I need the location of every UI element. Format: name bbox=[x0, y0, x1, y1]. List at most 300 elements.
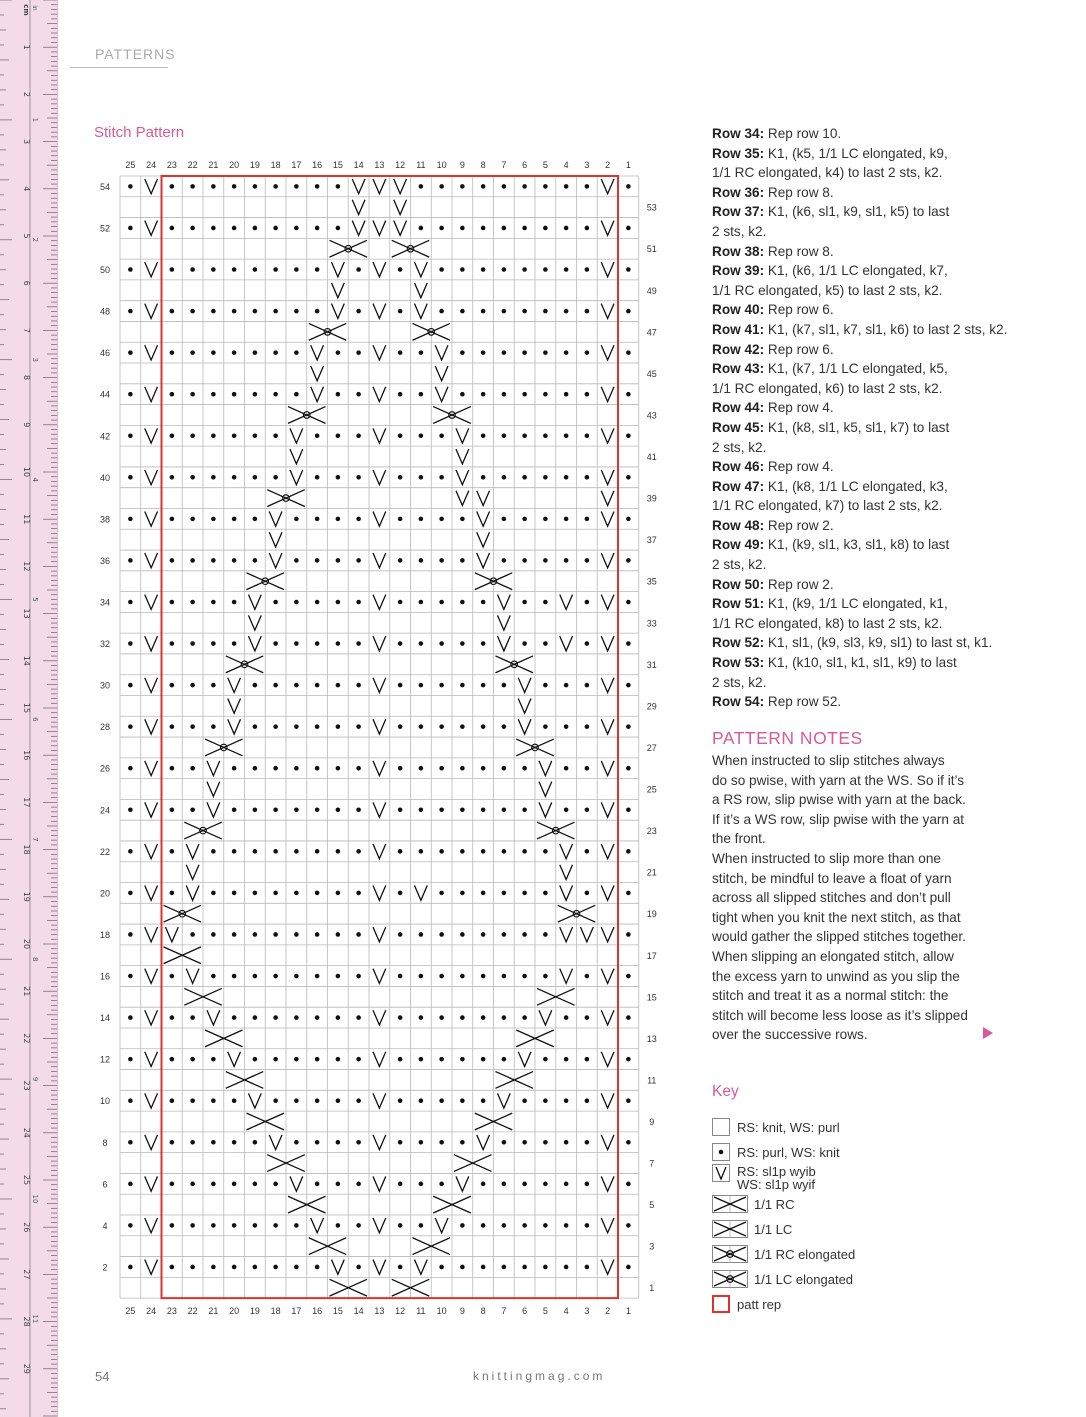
purl-dot bbox=[460, 849, 465, 854]
purl-dot bbox=[253, 1015, 258, 1020]
row-number-odd: 33 bbox=[646, 618, 657, 629]
purl-dot bbox=[585, 641, 590, 646]
purl-dot bbox=[190, 558, 195, 563]
ruler-cm-number: 12 bbox=[22, 561, 31, 572]
purl-dot bbox=[522, 807, 527, 812]
purl-dot bbox=[564, 558, 569, 563]
note-line: would gather the slipped stitches together. bbox=[712, 929, 966, 945]
purl-dot bbox=[356, 932, 361, 937]
purl-dot bbox=[253, 849, 258, 854]
slip-stitch bbox=[269, 511, 282, 526]
row-number-odd: 37 bbox=[646, 535, 657, 546]
purl-dot bbox=[170, 184, 175, 189]
row-number-odd: 23 bbox=[646, 826, 657, 837]
purl-dot bbox=[481, 267, 486, 272]
slip-stitch bbox=[145, 179, 158, 194]
ruler-cm-number: 22 bbox=[22, 1033, 31, 1044]
slip-stitch bbox=[601, 491, 614, 506]
slip-stitch bbox=[560, 927, 573, 942]
purl-dot bbox=[522, 392, 527, 397]
purl-dot bbox=[190, 226, 195, 231]
purl-dot bbox=[564, 309, 569, 314]
row-number-odd: 51 bbox=[646, 244, 657, 255]
slip-stitch bbox=[601, 886, 614, 901]
purl-dot bbox=[232, 600, 237, 605]
ruler-cm-number: 11 bbox=[22, 514, 31, 525]
column-number: 10 bbox=[436, 160, 447, 170]
purl-dot bbox=[564, 1098, 569, 1103]
slip-stitch bbox=[456, 1176, 469, 1191]
slip-stitch bbox=[601, 1218, 614, 1233]
row-text: Rep row 52. bbox=[764, 694, 842, 710]
purl-dot bbox=[564, 226, 569, 231]
purl-dot bbox=[128, 641, 133, 646]
purl-dot bbox=[522, 226, 527, 231]
slip-stitch bbox=[145, 844, 158, 859]
purl-dot bbox=[502, 1182, 507, 1187]
purl-dot bbox=[253, 475, 258, 480]
purl-dot bbox=[398, 267, 403, 272]
row-number-even: 14 bbox=[99, 1013, 111, 1024]
purl-dot bbox=[273, 1015, 278, 1020]
purl-dot bbox=[356, 267, 361, 272]
purl-dot bbox=[522, 558, 527, 563]
purl-dot bbox=[232, 433, 237, 438]
slip-stitch bbox=[581, 927, 594, 942]
column-number: 8 bbox=[480, 160, 486, 170]
purl-dot bbox=[315, 1265, 320, 1270]
slip-stitch bbox=[415, 304, 428, 319]
purl-dot bbox=[356, 350, 361, 355]
purl-dot bbox=[253, 1057, 258, 1062]
column-number: 20 bbox=[229, 160, 240, 170]
slip-stitch bbox=[228, 699, 241, 714]
purl-dot bbox=[356, 766, 361, 771]
key-label-line: patt rep bbox=[737, 1297, 782, 1312]
key-label-line: WS: sl1p wyif bbox=[737, 1177, 816, 1192]
purl-dot bbox=[460, 891, 465, 896]
purl-dot bbox=[502, 558, 507, 563]
purl-dot bbox=[419, 184, 424, 189]
purl-dot bbox=[419, 1057, 424, 1062]
purl-dot bbox=[585, 392, 590, 397]
slip-stitch bbox=[373, 1135, 386, 1150]
purl-dot bbox=[481, 600, 486, 605]
purl-dot bbox=[439, 1182, 444, 1187]
purl-dot bbox=[211, 433, 216, 438]
slip-stitch bbox=[290, 1176, 303, 1191]
purl-dot bbox=[419, 974, 424, 979]
purl-dot bbox=[460, 766, 465, 771]
purl-dot bbox=[398, 350, 403, 355]
purl-dot bbox=[273, 974, 278, 979]
purl-dot bbox=[273, 1057, 278, 1062]
purl-dot bbox=[543, 724, 548, 729]
slip-stitch bbox=[560, 844, 573, 859]
row-number-odd: 41 bbox=[646, 452, 657, 463]
purl-dot bbox=[626, 641, 631, 646]
slip-stitch bbox=[145, 1176, 158, 1191]
purl-dot bbox=[128, 517, 133, 522]
row-number-odd: 43 bbox=[646, 410, 657, 421]
purl-dot bbox=[232, 891, 237, 896]
purl-dot bbox=[273, 433, 278, 438]
purl-dot bbox=[232, 766, 237, 771]
purl-dot bbox=[170, 849, 175, 854]
purl-dot bbox=[398, 433, 403, 438]
row-label: Row 41: bbox=[712, 321, 765, 337]
side-ruler bbox=[0, 0, 58, 1417]
purl-dot bbox=[273, 1098, 278, 1103]
row-number-even: 8 bbox=[102, 1137, 108, 1148]
slip-stitch bbox=[456, 428, 469, 443]
slip-stitch bbox=[290, 470, 303, 485]
purl-dot bbox=[356, 475, 361, 480]
instruction-row bbox=[712, 398, 1002, 418]
slip-stitch bbox=[601, 553, 614, 568]
purl-dot bbox=[253, 309, 258, 314]
purl-dot bbox=[481, 1057, 486, 1062]
row-text: K1, sl1, (k9, sl3, k9, sl1) to last st, k1. bbox=[764, 635, 993, 651]
purl-dot bbox=[294, 392, 299, 397]
slip-stitch bbox=[228, 678, 241, 693]
purl-dot bbox=[439, 433, 444, 438]
purl-dot bbox=[294, 891, 299, 896]
purl-dot bbox=[190, 475, 195, 480]
slip-stitch bbox=[601, 1010, 614, 1025]
row-text: Rep row 8. bbox=[764, 243, 834, 259]
column-number: 18 bbox=[270, 1306, 281, 1317]
purl-dot bbox=[315, 1140, 320, 1145]
slip-stitch bbox=[560, 886, 573, 901]
slip-stitch bbox=[601, 387, 614, 402]
purl-dot bbox=[543, 932, 548, 937]
purl-dot bbox=[502, 974, 507, 979]
pattern-notes bbox=[712, 751, 997, 1045]
key-label bbox=[754, 1248, 855, 1261]
slip-stitch bbox=[145, 595, 158, 610]
ruler-cm-number: 29 bbox=[22, 1363, 31, 1374]
purl-dot bbox=[356, 392, 361, 397]
purl-dot bbox=[626, 392, 631, 397]
purl-dot bbox=[273, 184, 278, 189]
ruler-cm-number: 24 bbox=[22, 1127, 31, 1138]
slip-stitch bbox=[498, 1093, 511, 1108]
ruler-inch-number: 11 bbox=[31, 1314, 39, 1324]
purl-dot bbox=[481, 184, 486, 189]
ruler-inch-number: 5 bbox=[31, 597, 39, 602]
purl-dot bbox=[336, 475, 341, 480]
purl-dot bbox=[315, 641, 320, 646]
ruler-cm-number: 16 bbox=[22, 750, 31, 761]
purl-dot bbox=[522, 1015, 527, 1020]
slip-stitch bbox=[373, 553, 386, 568]
purl-dot bbox=[190, 309, 195, 314]
purl-dot bbox=[626, 974, 631, 979]
instruction-row bbox=[712, 261, 1002, 281]
purl-dot bbox=[232, 475, 237, 480]
purl-dot bbox=[543, 1140, 548, 1145]
purl-dot bbox=[439, 1098, 444, 1103]
row-text-continued: 1/1 RC elongated, k8) to last 2 sts, k2. bbox=[712, 615, 943, 631]
purl-dot bbox=[294, 517, 299, 522]
purl-dot bbox=[211, 849, 216, 854]
ruler-cm-number: 28 bbox=[22, 1316, 31, 1327]
purl-dot bbox=[232, 309, 237, 314]
purl-dot bbox=[522, 849, 527, 854]
slip-stitch bbox=[518, 1052, 531, 1067]
purl-dot bbox=[439, 600, 444, 605]
purl-dot bbox=[211, 392, 216, 397]
purl-dot bbox=[398, 1182, 403, 1187]
purl-dot bbox=[190, 392, 195, 397]
purl-dot bbox=[439, 475, 444, 480]
purl-dot bbox=[460, 807, 465, 812]
purl-dot bbox=[460, 683, 465, 688]
purl-dot bbox=[128, 1265, 133, 1270]
row-text: K1, (k8, sl1, k5, sl1, k7) to last bbox=[764, 419, 950, 435]
purl-dot bbox=[481, 766, 486, 771]
purl-dot bbox=[439, 807, 444, 812]
column-number: 3 bbox=[584, 160, 590, 170]
column-number: 9 bbox=[459, 160, 465, 170]
purl-dot bbox=[439, 184, 444, 189]
slip-stitch bbox=[145, 1218, 158, 1233]
purl-dot bbox=[419, 600, 424, 605]
purl-dot bbox=[211, 1182, 216, 1187]
slip-stitch bbox=[518, 678, 531, 693]
purl-dot bbox=[232, 392, 237, 397]
row-text: Rep row 4. bbox=[764, 459, 834, 475]
slip-stitch bbox=[249, 615, 262, 630]
slip-stitch bbox=[373, 428, 386, 443]
row-text: K1, (k5, 1/1 LC elongated, k9, bbox=[764, 145, 948, 161]
purl-dot bbox=[564, 1265, 569, 1270]
purl-dot bbox=[585, 849, 590, 854]
purl-dot bbox=[273, 766, 278, 771]
slip-stitch bbox=[145, 221, 158, 236]
purl-dot bbox=[419, 683, 424, 688]
slip-stitch bbox=[601, 844, 614, 859]
purl-dot bbox=[502, 309, 507, 314]
purl-dot bbox=[398, 849, 403, 854]
slip-stitch bbox=[415, 262, 428, 277]
purl-dot bbox=[564, 475, 569, 480]
column-number: 5 bbox=[542, 1306, 548, 1317]
slip-stitch bbox=[394, 200, 407, 215]
purl-dot bbox=[460, 267, 465, 272]
row-label: Row 50: bbox=[712, 576, 765, 592]
purl-dot bbox=[336, 350, 341, 355]
purl-dot bbox=[481, 1223, 486, 1228]
instruction-row bbox=[712, 457, 1002, 477]
purl-dot bbox=[356, 1057, 361, 1062]
slip-stitch bbox=[311, 1218, 324, 1233]
purl-dot bbox=[439, 226, 444, 231]
purl-dot bbox=[128, 932, 133, 937]
purl-dot bbox=[398, 309, 403, 314]
slip-stitch bbox=[373, 636, 386, 651]
purl-dot bbox=[398, 766, 403, 771]
slip-stitch bbox=[435, 345, 448, 360]
purl-dot bbox=[294, 849, 299, 854]
slip-stitch bbox=[269, 532, 282, 547]
slip-stitch bbox=[601, 511, 614, 526]
purl-dot bbox=[398, 392, 403, 397]
purl-dot bbox=[439, 974, 444, 979]
slip-stitch bbox=[145, 761, 158, 776]
slip-stitch bbox=[373, 1176, 386, 1191]
row-label: Row 38: bbox=[712, 243, 765, 259]
row-text: Rep row 2. bbox=[764, 517, 834, 533]
purl-dot bbox=[398, 932, 403, 937]
slip-stitch bbox=[477, 511, 490, 526]
purl-dot bbox=[190, 184, 195, 189]
slip-stitch bbox=[601, 969, 614, 984]
row-text-continued: 1/1 RC elongated, k6) to last 2 sts, k2. bbox=[712, 380, 943, 396]
slip-stitch bbox=[456, 449, 469, 464]
instruction-row bbox=[712, 144, 1002, 164]
purl-dot bbox=[626, 350, 631, 355]
purl-dot bbox=[502, 683, 507, 688]
row-text: Rep row 8. bbox=[764, 184, 834, 200]
purl-dot bbox=[294, 309, 299, 314]
row-number-odd: 9 bbox=[649, 1116, 655, 1127]
purl-dot bbox=[481, 849, 486, 854]
note-line: stitch and treat it as a normal stitch: the bbox=[712, 988, 949, 1004]
slip-stitch-icon bbox=[712, 1164, 730, 1182]
ruler-cm-number: 6 bbox=[22, 280, 31, 286]
row-number-odd: 11 bbox=[647, 1075, 657, 1086]
row-number-odd: 35 bbox=[646, 576, 657, 587]
row-text: K1, (k6, 1/1 LC elongated, k7, bbox=[764, 263, 948, 279]
purl-dot bbox=[294, 226, 299, 231]
row-number-even: 38 bbox=[99, 514, 111, 525]
column-number: 24 bbox=[146, 1306, 157, 1317]
continue-arrow-icon bbox=[983, 1027, 993, 1039]
purl-dot bbox=[398, 517, 403, 522]
purl-dot bbox=[522, 1182, 527, 1187]
slip-stitch bbox=[145, 636, 158, 651]
purl-dot bbox=[585, 1223, 590, 1228]
purl-dot bbox=[294, 267, 299, 272]
purl-dot bbox=[356, 558, 361, 563]
purl-dot bbox=[460, 1057, 465, 1062]
purl-dot bbox=[522, 184, 527, 189]
purl-dot bbox=[336, 1098, 341, 1103]
purl-dot bbox=[128, 600, 133, 605]
key-label bbox=[754, 1198, 794, 1211]
purl-dot bbox=[211, 683, 216, 688]
purl-dot bbox=[481, 974, 486, 979]
purl-dot bbox=[170, 807, 175, 812]
chart-grid bbox=[120, 176, 639, 1298]
ruler-cm-number: 17 bbox=[22, 797, 31, 808]
ruler-cm-number: 2 bbox=[22, 91, 31, 97]
purl-dot bbox=[585, 891, 590, 896]
purl-dot bbox=[585, 517, 590, 522]
purl-dot bbox=[398, 475, 403, 480]
purl-dot bbox=[626, 1223, 631, 1228]
slip-stitch bbox=[601, 304, 614, 319]
purl-dot bbox=[273, 807, 278, 812]
purl-dot bbox=[356, 517, 361, 522]
purl-dot bbox=[128, 558, 133, 563]
row-text-continued: 2 sts, k2. bbox=[712, 557, 767, 573]
row-number-odd: 27 bbox=[646, 742, 657, 753]
purl-dot bbox=[481, 891, 486, 896]
purl-dot bbox=[502, 184, 507, 189]
purl-dot bbox=[336, 849, 341, 854]
slip-stitch bbox=[560, 969, 573, 984]
purl-dot bbox=[460, 1223, 465, 1228]
purl-dot bbox=[502, 1015, 507, 1020]
purl-dot bbox=[336, 683, 341, 688]
purl-dot bbox=[626, 1015, 631, 1020]
purl-dot bbox=[294, 1265, 299, 1270]
purl-dot bbox=[336, 517, 341, 522]
purl-dot bbox=[522, 600, 527, 605]
purl-dot bbox=[128, 1140, 133, 1145]
slip-stitch bbox=[601, 1135, 614, 1150]
purl-dot bbox=[211, 891, 216, 896]
purl-dot bbox=[543, 184, 548, 189]
purl-dot bbox=[356, 1182, 361, 1187]
purl-dot bbox=[128, 807, 133, 812]
purl-dot bbox=[128, 226, 133, 231]
row-number-even: 54 bbox=[99, 181, 111, 192]
purl-dot bbox=[170, 267, 175, 272]
purl-dot bbox=[585, 1098, 590, 1103]
purl-dot bbox=[626, 807, 631, 812]
slip-stitch bbox=[373, 802, 386, 817]
note-line: across all slipped stitches and don’t pull bbox=[712, 890, 951, 906]
purl-dot bbox=[460, 1015, 465, 1020]
purl-dot bbox=[564, 392, 569, 397]
purl-dot bbox=[170, 1265, 175, 1270]
ruler-cm-number: 20 bbox=[22, 938, 31, 950]
purl-dot bbox=[253, 517, 258, 522]
purl-dot bbox=[419, 766, 424, 771]
column-number: 1 bbox=[625, 160, 631, 170]
purl-dot bbox=[626, 683, 631, 688]
ruler-cm-number: 18 bbox=[22, 844, 31, 855]
section-header: PATTERNS bbox=[95, 46, 176, 62]
purl-dot bbox=[128, 350, 133, 355]
purl-dot bbox=[336, 891, 341, 896]
purl-dot bbox=[315, 683, 320, 688]
slip-stitch bbox=[145, 719, 158, 734]
purl-dot bbox=[315, 766, 320, 771]
purl-dot bbox=[502, 1223, 507, 1228]
ruler-scale bbox=[0, 0, 57, 1417]
row-label: Row 40: bbox=[712, 302, 765, 318]
column-number: 25 bbox=[125, 160, 136, 170]
row-number-odd: 31 bbox=[646, 659, 657, 670]
purl-dot bbox=[190, 683, 195, 688]
purl-dot bbox=[232, 226, 237, 231]
purl-dot bbox=[315, 267, 320, 272]
column-number: 14 bbox=[353, 1306, 364, 1317]
site-url: knittingmag.com bbox=[473, 1369, 606, 1383]
purl-dot bbox=[585, 1015, 590, 1020]
ruler-cm-number: 25 bbox=[22, 1174, 31, 1186]
slip-stitch bbox=[373, 1052, 386, 1067]
purl-dot bbox=[190, 1223, 195, 1228]
purl-dot bbox=[522, 1140, 527, 1145]
purl-dot bbox=[128, 724, 133, 729]
note-line: a RS row, slip pwise with yarn at the back. bbox=[712, 792, 966, 808]
